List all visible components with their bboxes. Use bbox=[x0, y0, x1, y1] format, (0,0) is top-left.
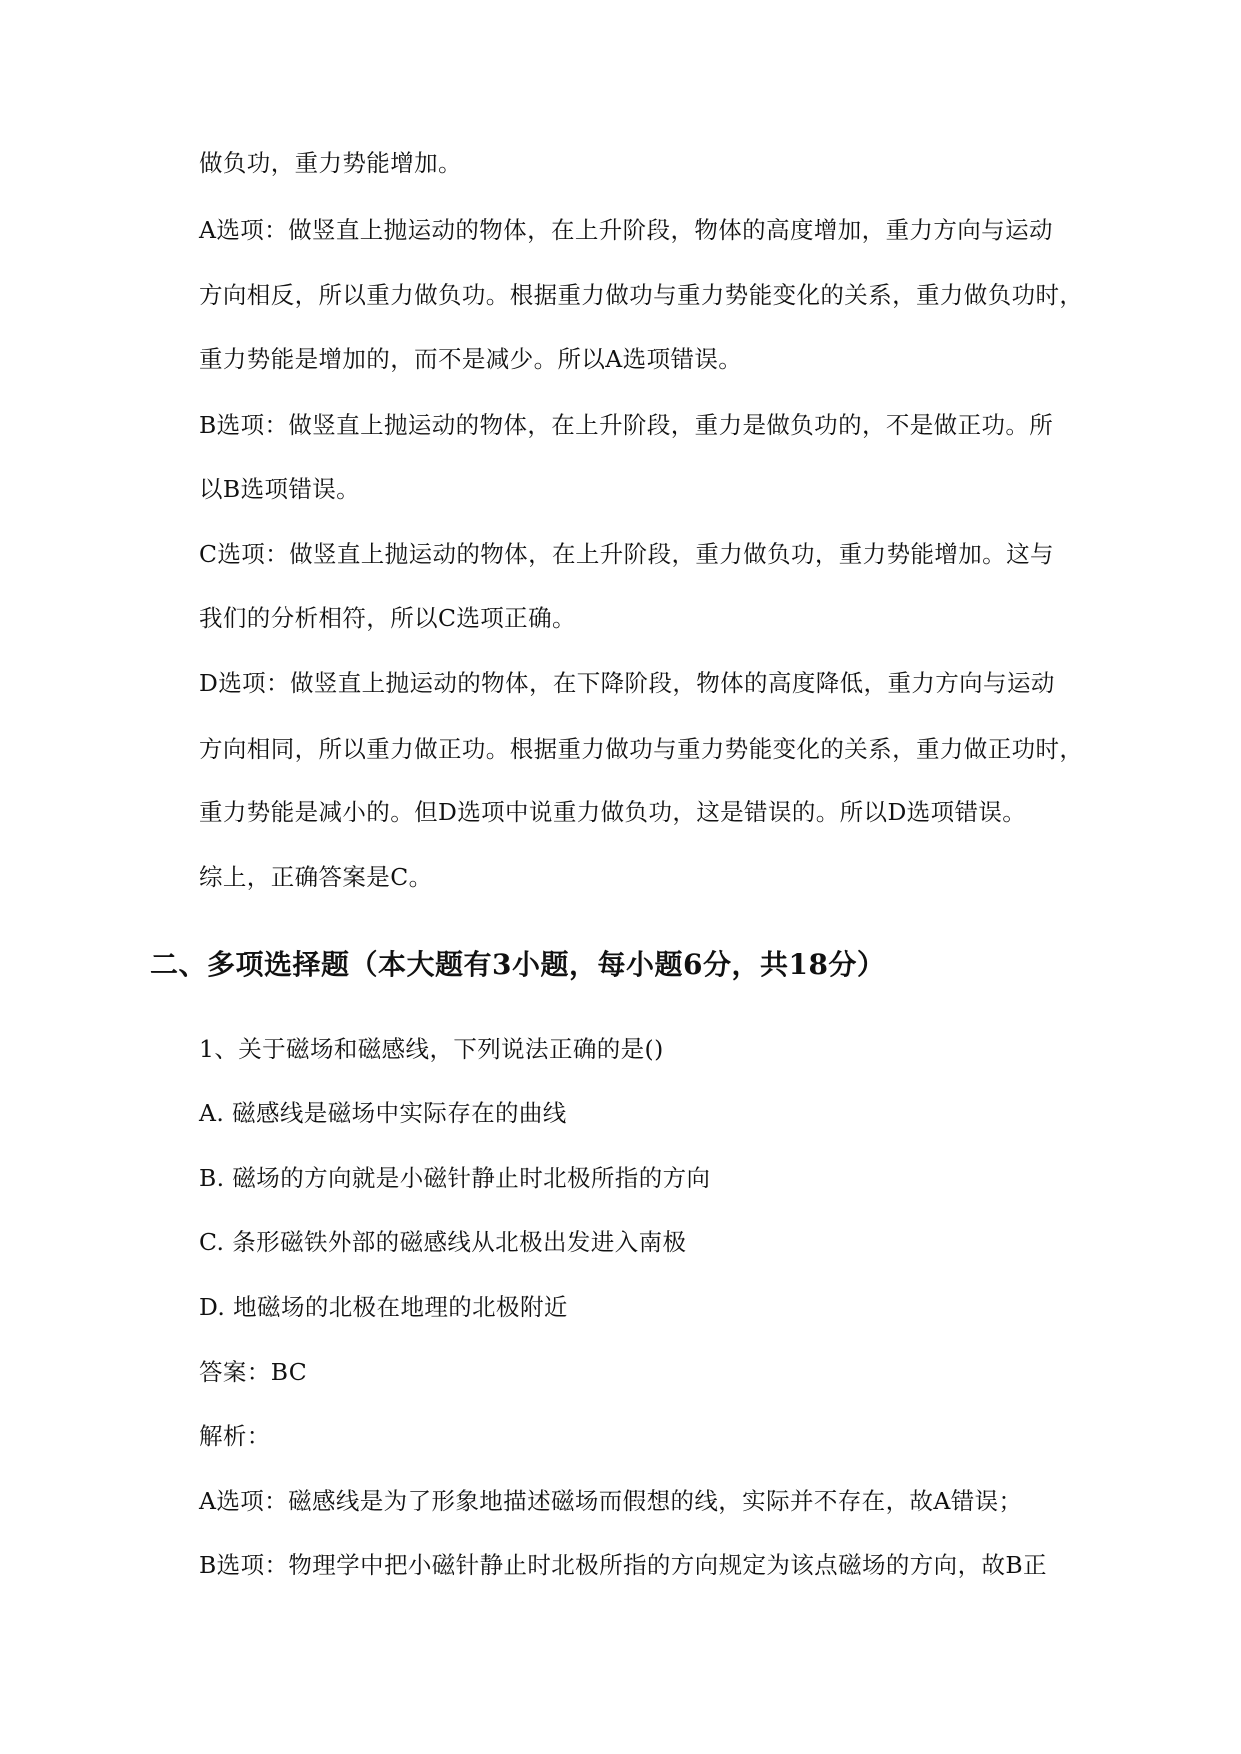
option-d: D. 地磁场的北极在地理的北极附近 bbox=[199, 1293, 568, 1321]
option-a: A. 磁感线是磁场中实际存在的曲线 bbox=[199, 1099, 567, 1127]
text-line: 综上，正确答案是C。 bbox=[199, 863, 433, 891]
text-line: 方向相反，所以重力做负功。根据重力做功与重力势能变化的关系，重力做负功时， bbox=[199, 281, 1084, 309]
text-line: B选项：做竖直上抛运动的物体，在上升阶段，重力是做负功的，不是做正功。所 bbox=[199, 411, 1054, 439]
text-line: C选项：做竖直上抛运动的物体，在上升阶段，重力做负功，重力势能增加。这与 bbox=[199, 540, 1054, 568]
question-stem: 1、关于磁场和磁感线，下列说法正确的是() bbox=[199, 1035, 664, 1063]
analysis-label: 解析： bbox=[199, 1422, 271, 1450]
option-b: B. 磁场的方向就是小磁针静止时北极所指的方向 bbox=[199, 1164, 711, 1192]
answer: 答案：BC bbox=[199, 1358, 308, 1386]
text-line: D选项：做竖直上抛运动的物体，在下降阶段，物体的高度降低，重力方向与运动 bbox=[199, 669, 1055, 697]
text-line: 重力势能是增加的，而不是减少。所以A选项错误。 bbox=[199, 345, 743, 373]
text-line: A选项：做竖直上抛运动的物体，在上升阶段，物体的高度增加，重力方向与运动 bbox=[199, 216, 1053, 244]
text-line: 重力势能是减小的。但D选项中说重力做负功，这是错误的。所以D选项错误。 bbox=[199, 798, 1027, 826]
text-line: 以B选项错误。 bbox=[199, 475, 361, 503]
option-c: C. 条形磁铁外部的磁感线从北极出发进入南极 bbox=[199, 1228, 687, 1256]
analysis-line: A选项：磁感线是为了形象地描述磁场而假想的线，实际并不存在，故A错误； bbox=[199, 1487, 1023, 1515]
text-line: 做负功，重力势能增加。 bbox=[199, 149, 462, 177]
section-heading: 二、多项选择题（本大题有3小题，每小题6分，共18分） bbox=[150, 948, 886, 981]
text-line: 我们的分析相符，所以C选项正确。 bbox=[199, 604, 576, 632]
text-line: 方向相同，所以重力做正功。根据重力做功与重力势能变化的关系，重力做正功时， bbox=[199, 735, 1084, 763]
analysis-line: B选项：物理学中把小磁针静止时北极所指的方向规定为该点磁场的方向，故B正 bbox=[199, 1551, 1047, 1579]
